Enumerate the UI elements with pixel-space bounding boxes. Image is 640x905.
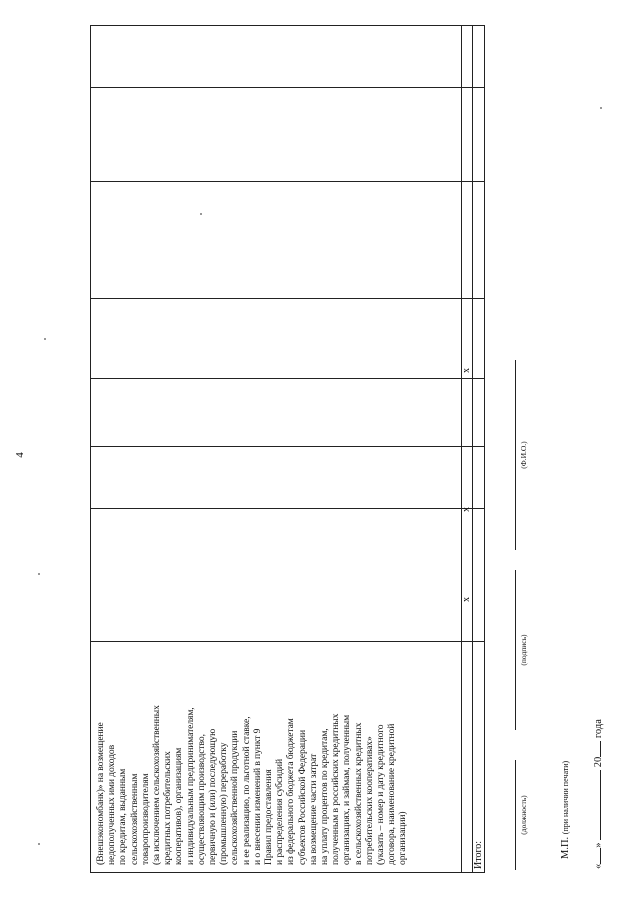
day-blank xyxy=(590,848,601,864)
position-label: (должность) xyxy=(519,795,528,835)
stamp-label: М.П. xyxy=(560,836,571,859)
row-divider xyxy=(472,26,473,872)
x-mark: x xyxy=(461,597,472,602)
page-number: 4 xyxy=(14,452,26,458)
row-description: (Внешэкономбанк)» на возмещение недополученных ими доходов по кредитам, выданным сельскохозяйственным товаропроизводителям (за исключением сельскохозяйственных кредитных потребительских кооперативов), организациям и индивидуальным предпринимателям, осуществляющим производство, первичную и (или) последующую (промышленную) переработку сельскохозяйственной продукции и ее реализацию, по льготной ставке, и о внесении изменений в пункт 9 Правил предоставления и распределения субсидий из федерального бюджета бюджетам субъектов Российской Федерации на возмещение части затрат на уплату процентов по кредитам, полученным в российских кредитных организациях, и займам, полученным в сельскохозяйственных кредитных потребительских кооперативах» (указать – номер и дату кредитного договора, наименование кредитной организации) xyxy=(95,705,409,865)
scan-speck xyxy=(44,338,46,340)
row-divider xyxy=(461,26,462,872)
scan-speck xyxy=(38,843,40,845)
column-divider xyxy=(91,508,484,509)
signature-line xyxy=(515,570,516,730)
scan-speck xyxy=(200,213,202,215)
column-divider xyxy=(91,298,484,299)
date-line xyxy=(590,719,604,869)
x-mark: x xyxy=(461,368,472,373)
month-blank xyxy=(590,770,601,840)
column-divider xyxy=(91,446,484,447)
position-line xyxy=(515,760,516,870)
scan-speck xyxy=(38,573,40,575)
name-line xyxy=(515,360,516,550)
stamp-note: (при наличии печати) xyxy=(561,760,570,835)
date-close-quote: » xyxy=(593,842,604,848)
signature-row xyxy=(515,350,545,870)
name-label: (Ф.И.О.) xyxy=(519,441,528,469)
year-suffix: года xyxy=(593,719,604,739)
column-divider xyxy=(91,378,484,379)
stamp-placeholder xyxy=(560,761,571,859)
signature-label: (подпись) xyxy=(519,634,528,666)
column-divider xyxy=(91,181,484,182)
scan-speck xyxy=(600,107,602,109)
date-open-quote: « xyxy=(593,863,604,869)
year-prefix: 20 xyxy=(593,756,604,768)
column-divider xyxy=(91,87,484,88)
year-blank xyxy=(590,741,601,757)
total-label: Итого: xyxy=(473,840,484,869)
column-divider xyxy=(91,641,484,642)
x-mark: x xyxy=(461,507,472,512)
